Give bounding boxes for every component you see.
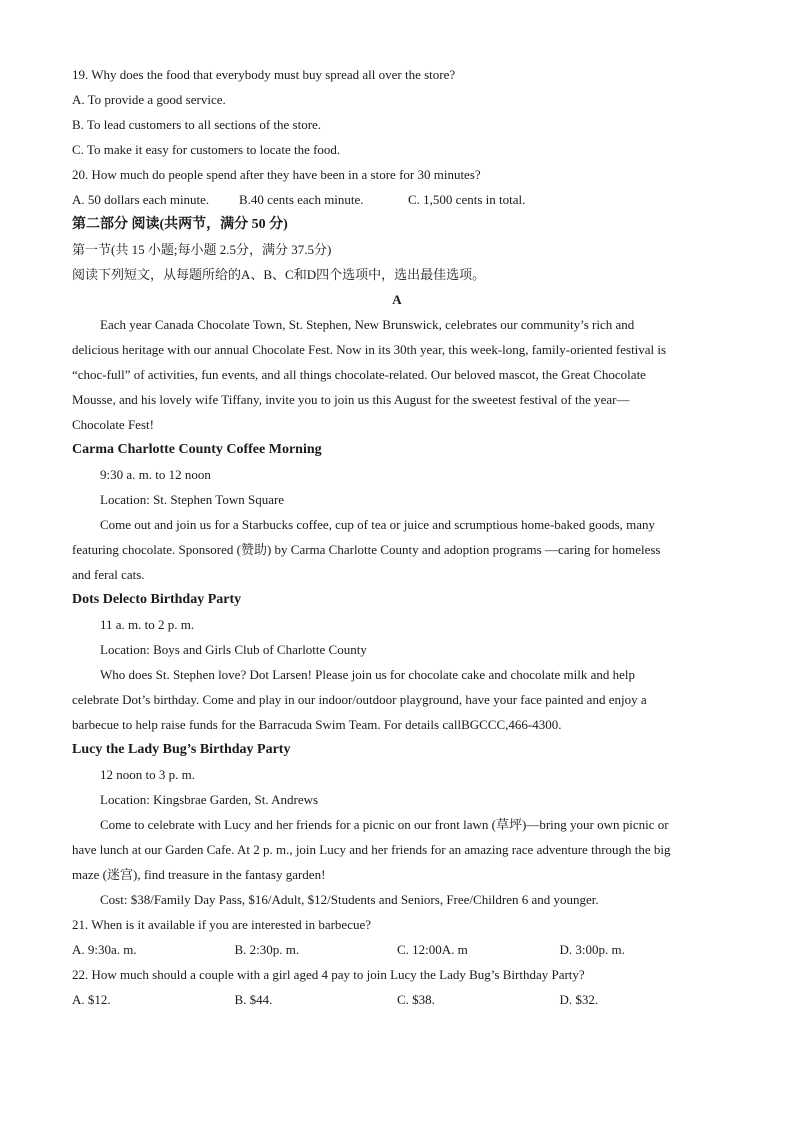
question-21-option-d: D. 3:00p. m. [559, 942, 625, 957]
question-20-options [72, 187, 722, 212]
question-21-option-a: A. 9:30a. m. [72, 942, 137, 957]
section-part: 第一节(共 15 小题;每小题 2.5分，满分 37.5分) [72, 242, 332, 257]
event-cost: Cost: $38/Family Day Pass, $16/Adult, $12/Students and Seniors, Free/Children 6 and younger. [100, 892, 599, 907]
question-19-stem: 19. Why does the food that everybody must buy spread all over the store? [72, 67, 456, 82]
event-description-line: barbecue to help raise funds for the Barracuda Swim Team. For details callBGCCC,466-4300. [72, 717, 562, 732]
event-description-line: Come to celebrate with Lucy and her friends for a picnic on our front lawn (草坪)—bring your own picnic or [100, 817, 669, 832]
passage-intro-line: delicious heritage with our annual Chocolate Fest. Now in its 30th year, this week-long, family-oriented festival is [72, 342, 667, 357]
question-21-options [72, 937, 722, 962]
event-description-line: Come out and join us for a Starbucks coffee, cup of tea or juice and scrumptious home-baked goods, many [100, 517, 656, 532]
event-title: Carma Charlotte County Coffee Morning [72, 442, 322, 457]
exam-page [72, 62, 722, 1012]
event-description-line: maze (迷宫), find treasure in the fantasy garden! [72, 867, 326, 882]
question-22-options [72, 987, 722, 1012]
passage-intro-line: Mousse, and his lovely wife Tiffany, invite you to join us this August for the sweetest festival of the year— [72, 392, 630, 407]
question-22-option-b: B. $44. [234, 992, 273, 1007]
event-title: Dots Delecto Birthday Party [72, 592, 242, 607]
question-20-option-b: B.40 cents each minute. [239, 192, 364, 207]
question-21-option-c: C. 12:00A. m [397, 942, 468, 957]
passage-intro-line: “choc-full” of activities, fun events, and all things chocolate-related. Our beloved mascot, the Great Chocolate [72, 367, 646, 382]
question-22-option-d: D. $32. [559, 992, 599, 1007]
event-location: Location: Boys and Girls Club of Charlotte County [100, 642, 367, 657]
event-description-line: Who does St. Stephen love? Dot Larsen! Please join us for chocolate cake and chocolate milk and help [100, 667, 635, 682]
question-19-option-c: C. To make it easy for customers to locate the food. [72, 142, 341, 157]
question-22-option-a: A. $12. [72, 992, 111, 1007]
event-title: Lucy the Lady Bug’s Birthday Party [72, 742, 291, 757]
passage-intro-line: Each year Canada Chocolate Town, St. Stephen, New Brunswick, celebrates our community’s rich and [100, 317, 635, 332]
section-instruction: 阅读下列短文，从每题所给的A、B、C和D四个选项中，选出最佳选项。 [72, 267, 486, 282]
event-description-line: celebrate Dot’s birthday. Come and play in our indoor/outdoor playground, have your face painted and enjoy a [72, 692, 647, 707]
event-description-line: and feral cats. [72, 567, 145, 582]
question-20-option-c: C. 1,500 cents in total. [408, 192, 526, 207]
event-location: Location: St. Stephen Town Square [100, 492, 285, 507]
question-20-option-a: A. 50 dollars each minute. [72, 192, 210, 207]
event-description-line: featuring chocolate. Sponsored (赞助) by Carma Charlotte County and adoption programs —caring for homeless [72, 542, 661, 557]
question-21-stem: 21. When is it available if you are interested in barbecue? [72, 917, 371, 932]
question-19-option-b: B. To lead customers to all sections of the store. [72, 117, 322, 132]
event-time: 11 a. m. to 2 p. m. [100, 617, 195, 632]
event-time: 12 noon to 3 p. m. [100, 767, 195, 782]
event-location: Location: Kingsbrae Garden, St. Andrews [100, 792, 319, 807]
event-time: 9:30 a. m. to 12 noon [100, 467, 211, 482]
passage-letter: A [392, 292, 402, 307]
event-description-line: have lunch at our Garden Cafe. At 2 p. m., join Lucy and her friends for an amazing race adventure through the big [72, 842, 671, 857]
question-21-option-b: B. 2:30p. m. [234, 942, 300, 957]
passage-intro-line: Chocolate Fest! [72, 417, 154, 432]
question-20-stem: 20. How much do people spend after they have been in a store for 30 minutes? [72, 167, 481, 182]
question-22-option-c: C. $38. [397, 992, 435, 1007]
question-22-stem: 22. How much should a couple with a girl aged 4 pay to join Lucy the Lady Bug’s Birthday Party? [72, 967, 585, 982]
section-title: 第二部分 阅读(共两节，满分 50 分) [72, 217, 288, 232]
question-19-option-a: A. To provide a good service. [72, 92, 226, 107]
